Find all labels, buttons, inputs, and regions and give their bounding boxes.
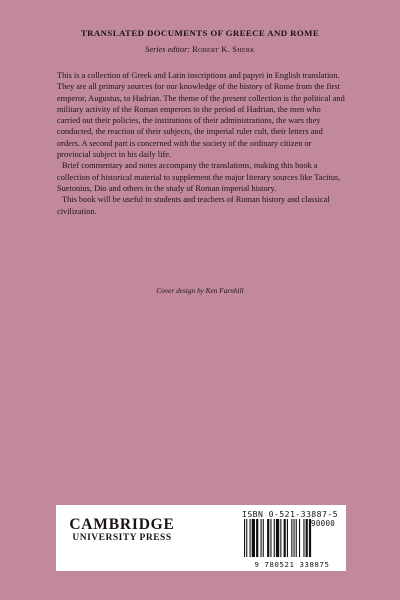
barcode-bar — [296, 519, 297, 557]
blurb-paragraph: This is a collection of Greek and Latin inscriptions and papyri in English translation. They are all primary sources for our knowledge of the history of Rome from the first emperor, Augustus, to Hadrian. The theme of the present collection is the political and military activity of the Roman emperors to the period of Hadrian, the men who carried out their policies, the institutions of their administrations, the wars they conducted, the reaction of their subjects, the imperial ruler cult, their letters and orders. A second part is concerned with the society of the ordinary citizen or provincial subject in his daily life. — [57, 71, 345, 160]
barcode-bar — [246, 519, 247, 557]
publisher-name: CAMBRIDGE — [69, 516, 175, 533]
barcode-bar — [276, 519, 279, 557]
barcode-bar — [270, 519, 271, 557]
series-title: TRANSLATED DOCUMENTS OF GREECE AND ROME — [80, 28, 320, 38]
barcode-bar — [299, 519, 300, 557]
barcode-bar — [303, 519, 304, 557]
barcode-bar — [274, 519, 275, 557]
price-addon-digits: 90000 — [311, 519, 336, 528]
series-editor-name: Robert K. Sherk — [192, 45, 255, 54]
publisher-logo — [62, 517, 182, 544]
barcode-bar — [256, 519, 258, 557]
blurb — [57, 70, 345, 217]
series-editor-label: Series editor: — [145, 45, 191, 54]
barcode-bar — [263, 519, 264, 557]
barcode-bar — [284, 519, 286, 557]
isbn-label: ISBN 0-521-33887-5 — [242, 509, 338, 519]
barcode-number: 9 780521 338875 — [254, 560, 330, 569]
series-editor — [0, 45, 400, 54]
publisher-barcode-box — [56, 505, 346, 571]
blurb-paragraph: This book will be useful to students and teachers of Roman history and classical civilization. — [57, 195, 330, 216]
barcode-bar — [250, 519, 251, 557]
barcode-bar — [294, 519, 295, 557]
barcode-bar — [306, 519, 308, 557]
cover-design-credit: Cover design by Ken Farnhill — [156, 286, 244, 295]
isbn-barcode — [244, 519, 340, 557]
publisher-subname: UNIVERSITY PRESS — [72, 533, 172, 543]
blurb-paragraph: Brief commentary and notes accompany the translations, making this book a collection of historical material to supplement the major literary sources like Tacitus, Suetonius, Dio and others in the study of Roman imperial history. — [57, 161, 341, 193]
barcode-bar — [261, 519, 262, 557]
barcode-bar — [267, 519, 269, 557]
barcode-bar — [252, 519, 255, 557]
barcode-bar — [280, 519, 281, 557]
barcode-bar — [287, 519, 288, 557]
barcode-bar — [309, 519, 311, 557]
barcode-bar — [291, 519, 292, 557]
barcode-bar — [244, 519, 245, 557]
